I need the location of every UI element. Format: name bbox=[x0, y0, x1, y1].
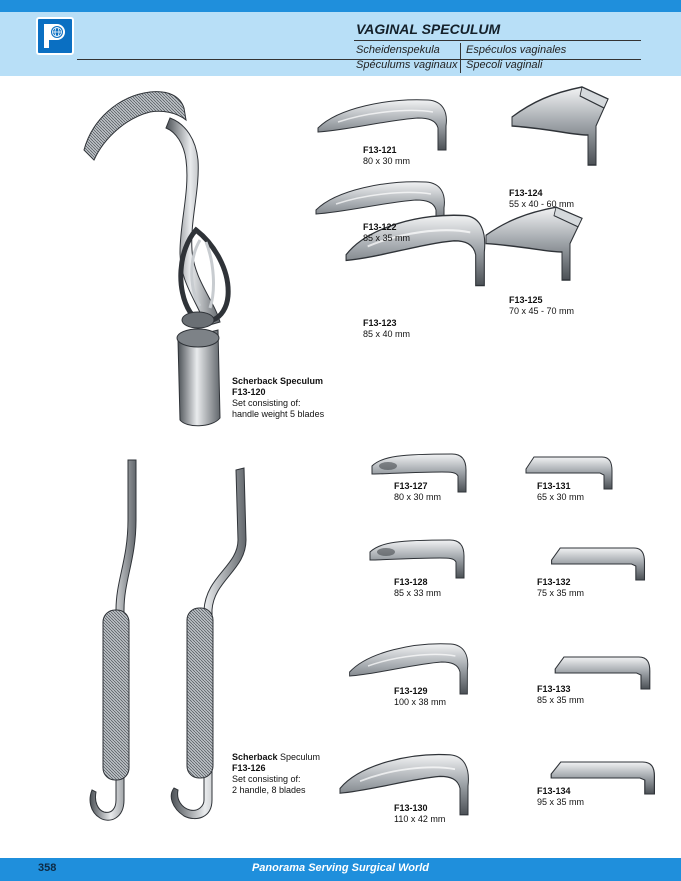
f13-125-size: 70 x 45 - 70 mm bbox=[509, 306, 575, 316]
page-number: 358 bbox=[38, 862, 57, 874]
f13-129-label bbox=[394, 686, 446, 708]
f13-124-size: 55 x 40 - 60 mm bbox=[509, 199, 575, 209]
f13-128-size: 85 x 33 mm bbox=[394, 588, 442, 598]
f13-122-code: F13-122 bbox=[363, 222, 397, 232]
footer-slogan: Panorama Serving Surgical World bbox=[251, 862, 430, 874]
f13-132-label bbox=[537, 577, 584, 599]
page-title: VAGINAL SPECULUM bbox=[356, 21, 501, 37]
f13-121-size: 80 x 30 mm bbox=[363, 156, 411, 166]
title-italian: Specoli vaginali bbox=[466, 59, 543, 71]
f13-126-name bbox=[232, 752, 320, 763]
f13-125-code: F13-125 bbox=[509, 295, 543, 305]
f13-126-name-bold: Scherback bbox=[232, 752, 278, 762]
f13-130-code: F13-130 bbox=[394, 803, 428, 813]
f13-122-label bbox=[363, 222, 410, 244]
title-german: Scheidenspekula bbox=[356, 44, 440, 56]
f13-131-code: F13-131 bbox=[537, 481, 571, 491]
f13-124-label bbox=[509, 188, 574, 210]
f13-126-handles-illustration bbox=[90, 460, 246, 820]
f13-122-size: 85 x 35 mm bbox=[363, 233, 411, 243]
f13-129-code: F13-129 bbox=[394, 686, 428, 696]
f13-128-code: F13-128 bbox=[394, 577, 428, 587]
f13-132-blade-illustration bbox=[552, 548, 645, 580]
f13-123-size: 85 x 40 mm bbox=[363, 329, 411, 339]
f13-121-label bbox=[363, 145, 410, 167]
f13-130-label bbox=[394, 803, 445, 825]
f13-132-code: F13-132 bbox=[537, 577, 571, 587]
f13-124-blade-illustration bbox=[512, 87, 608, 165]
f13-120-code: F13-120 bbox=[232, 387, 266, 397]
f13-123-label bbox=[363, 318, 410, 340]
f13-126-label bbox=[232, 752, 320, 796]
f13-120-desc-1: Set consisting of: bbox=[232, 398, 301, 408]
f13-134-code: F13-134 bbox=[537, 786, 571, 796]
f13-127-size: 80 x 30 mm bbox=[394, 492, 442, 502]
f13-126-code: F13-126 bbox=[232, 763, 266, 773]
f13-127-label bbox=[394, 481, 441, 503]
f13-131-label bbox=[537, 481, 584, 503]
f13-123-code: F13-123 bbox=[363, 318, 397, 328]
f13-125-label bbox=[509, 295, 574, 317]
f13-133-size: 85 x 35 mm bbox=[537, 695, 585, 705]
f13-132-size: 75 x 35 mm bbox=[537, 588, 585, 598]
f13-126-desc-2: 2 handle, 8 blades bbox=[232, 785, 306, 795]
f13-120-name: Scherback Speculum bbox=[232, 376, 324, 386]
f13-120-desc-2: handle weight 5 blades bbox=[232, 409, 325, 419]
title-spanish: Espéculos vaginales bbox=[466, 44, 567, 56]
f13-121-code: F13-121 bbox=[363, 145, 397, 155]
f13-128-blade-illustration bbox=[370, 540, 464, 578]
f13-134-label bbox=[537, 786, 584, 808]
f13-128-label bbox=[394, 577, 441, 599]
f13-130-size: 110 x 42 mm bbox=[394, 814, 446, 824]
f13-127-code: F13-127 bbox=[394, 481, 428, 491]
f13-126-name-rest: Speculum bbox=[277, 752, 321, 762]
f13-124-code: F13-124 bbox=[509, 188, 543, 198]
f13-133-label bbox=[537, 684, 584, 706]
f13-121-blade-illustration bbox=[318, 100, 446, 150]
f13-126-desc-1: Set consisting of: bbox=[232, 774, 301, 784]
f13-134-size: 95 x 35 mm bbox=[537, 797, 585, 807]
f13-131-size: 65 x 30 mm bbox=[537, 492, 585, 502]
f13-120-label bbox=[232, 376, 324, 420]
f13-125-blade-illustration bbox=[486, 207, 582, 280]
f13-129-size: 100 x 38 mm bbox=[394, 697, 447, 707]
title-french: Spéculums vaginaux bbox=[356, 59, 458, 71]
f13-133-code: F13-133 bbox=[537, 684, 571, 694]
f13-120-speculum-illustration bbox=[84, 92, 228, 426]
